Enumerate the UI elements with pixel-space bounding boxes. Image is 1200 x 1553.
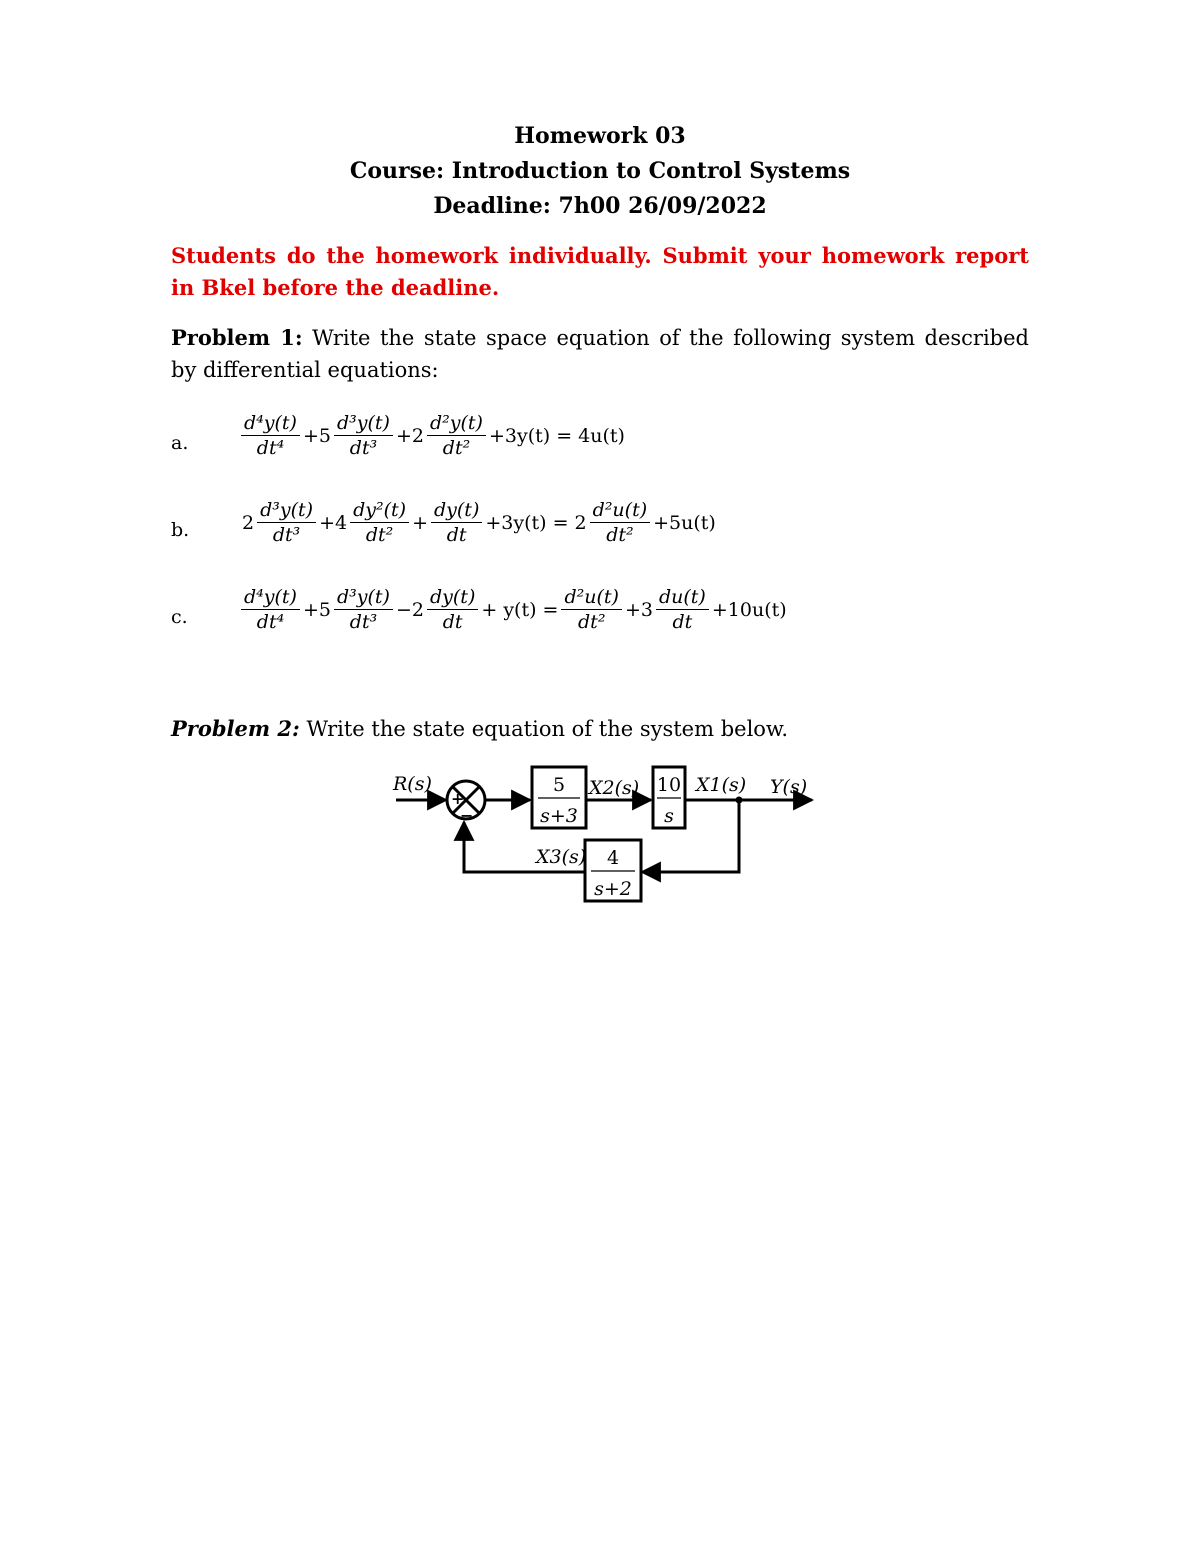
output-label: Y(s): [770, 776, 808, 798]
equation-tail: +3y(t) = 4u(t): [488, 424, 625, 447]
problem-2-title: Problem 2:: [171, 716, 300, 741]
problem-1-title: Problem 1:: [171, 325, 303, 350]
operator: +2: [395, 424, 424, 447]
operator: +: [412, 511, 428, 534]
coefficient: 2: [242, 511, 255, 534]
denominator: dt²: [606, 524, 634, 546]
g1-numerator: 5: [552, 774, 566, 796]
operator: +3: [624, 598, 653, 621]
numerator: dy(t): [427, 586, 478, 610]
problem-1-text: Write the state space equation of the following system described by differential equations:: [171, 326, 1029, 382]
denominator: dt³: [349, 437, 378, 459]
denominator: dt⁴: [256, 611, 285, 633]
submission-notice: Students do the homework individually. Submit your homework report in Bkel before the deadline.: [171, 243, 1029, 300]
feedback-line: [642, 800, 739, 872]
x1-label: X1(s): [696, 774, 747, 796]
numerator: d²u(t): [561, 586, 621, 610]
denominator: dt²: [442, 437, 471, 459]
operator: +5: [302, 424, 331, 447]
equation-tail: +5u(t): [653, 511, 716, 534]
problem-2-text: Write the state equation of the system below.: [306, 717, 789, 741]
operator: +5: [302, 598, 331, 621]
operator: −2: [395, 598, 424, 621]
operator: + y(t) =: [481, 598, 559, 621]
x3-label: X3(s): [536, 846, 587, 868]
sum-plus-sign: +: [451, 789, 465, 808]
equation-tail: +10u(t): [711, 598, 787, 621]
denominator: dt³: [272, 524, 301, 546]
input-label: R(s): [393, 773, 432, 795]
equation-b-label: b.: [171, 519, 190, 541]
deadline: Deadline: 7h00 26/09/2022: [433, 193, 767, 219]
sum-minus-sign: −: [460, 806, 474, 825]
takeoff-point: [736, 797, 743, 804]
numerator: d³y(t): [257, 499, 316, 523]
h-denominator: s+2: [594, 878, 632, 900]
denominator: dt: [446, 524, 467, 546]
denominator: dt²: [578, 611, 606, 633]
g1-denominator: s+3: [540, 805, 578, 827]
equation-c-label: c.: [171, 606, 188, 628]
denominator: dt²: [365, 524, 394, 546]
course-name: Course: Introduction to Control Systems: [349, 158, 851, 184]
operator: +4: [319, 511, 348, 534]
document-title: Homework 03: [514, 123, 686, 149]
numerator: d³y(t): [334, 586, 393, 610]
numerator: dy(t): [431, 499, 482, 523]
g2-denominator: s: [664, 805, 674, 827]
numerator: d⁴y(t): [241, 586, 300, 610]
numerator: d³y(t): [334, 412, 393, 436]
equation-a-label: a.: [171, 432, 189, 454]
operator: +3y(t) = 2: [485, 511, 587, 534]
g2-numerator: 10: [656, 774, 682, 796]
denominator: dt⁴: [256, 437, 285, 459]
numerator: d²y(t): [427, 412, 486, 436]
x2-label: X2(s): [589, 777, 640, 799]
numerator: du(t): [656, 586, 709, 610]
denominator: dt³: [349, 611, 378, 633]
denominator: dt: [672, 611, 693, 633]
numerator: d²u(t): [590, 499, 650, 523]
numerator: dy²(t): [350, 499, 409, 523]
h-numerator: 4: [606, 847, 620, 869]
numerator: d⁴y(t): [241, 412, 300, 436]
denominator: dt: [442, 611, 463, 633]
